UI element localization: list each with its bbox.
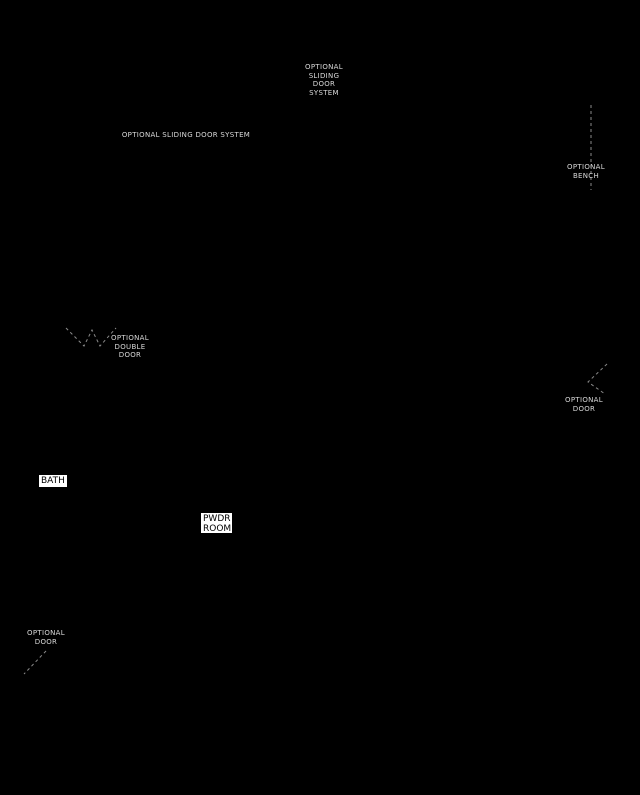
optional-door-right-label: OPTIONAL DOOR [565,396,603,413]
optional-door-bottom-left-label: OPTIONAL DOOR [27,629,65,646]
optional-double-door-label: OPTIONAL DOUBLE DOOR [111,334,149,359]
powder-room-tag: PWDR ROOM [203,514,232,533]
right-door-swing [588,364,607,394]
bottom-left-door-swing [24,651,46,674]
optional-sliding-door-system-label: OPTIONAL SLIDING DOOR SYSTEM [305,63,343,97]
optional-sliding-door-system-horizontal-label: OPTIONAL SLIDING DOOR SYSTEM [121,131,251,139]
optional-bench-label: OPTIONAL BENCH [567,163,605,180]
bath-room-tag: BATH [41,476,65,486]
